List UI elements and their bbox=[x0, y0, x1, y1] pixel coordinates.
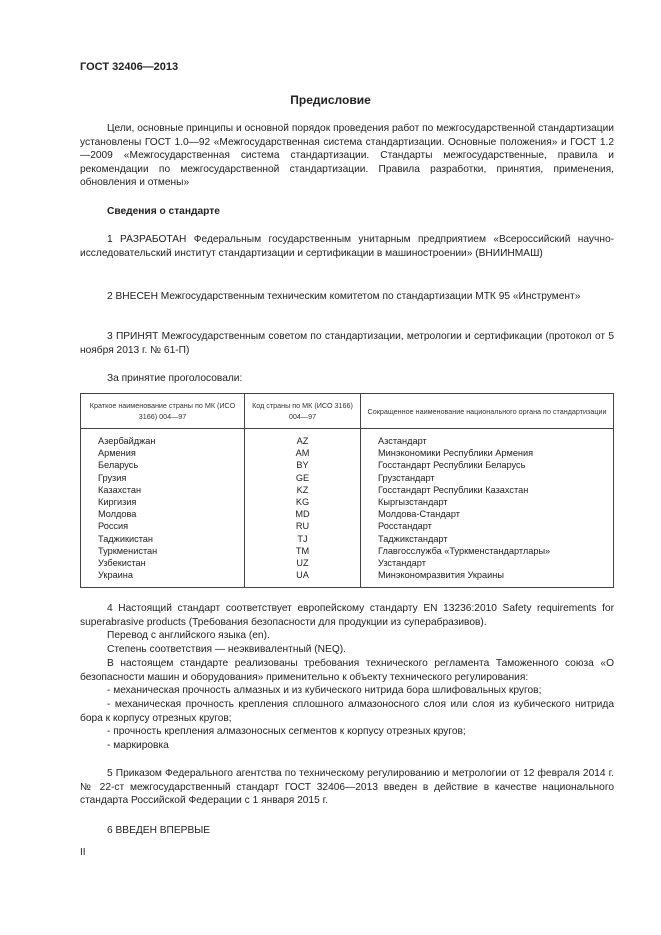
table-header-body: Сокращенное наименование национального органа по стандартизации bbox=[361, 394, 614, 429]
table-row bbox=[81, 435, 614, 447]
item-3-paragraph: 3 ПРИНЯТ Межгосударственным советом по стандартизации, метрологии и сертификации (протокол от 5 ноября 2013 г. № 61-П) bbox=[80, 331, 614, 356]
item-1-paragraph: 1 РАЗРАБОТАН Федеральным государственным унитарным предприятием «Всероссийский научно-исследовательский институт стандартизации и сертификации в машиностроении» (ВНИИНМАШ) bbox=[80, 234, 614, 259]
country-name-cell: Россия bbox=[81, 520, 245, 532]
standards-body-cell: Минэкономики Республики Армения bbox=[361, 447, 614, 459]
page-title: Предисловие bbox=[290, 93, 371, 107]
standards-body-cell: Грузстандарт bbox=[361, 472, 614, 484]
table-row bbox=[81, 484, 614, 496]
standards-body-cell: Главгосслужба «Туркменстандартлары» bbox=[361, 545, 614, 557]
country-name-cell: Армения bbox=[81, 447, 245, 459]
table-row bbox=[81, 557, 614, 569]
country-name-cell: Киргизия bbox=[81, 496, 245, 508]
conformity-line: Степень соответствия — неэквивалентный (NEQ). bbox=[107, 644, 346, 655]
country-code-cell: BY bbox=[245, 459, 361, 471]
standards-body-cell: Госстандарт Республики Беларусь bbox=[361, 459, 614, 471]
country-code-cell: GE bbox=[245, 472, 361, 484]
country-code-cell: UZ bbox=[245, 557, 361, 569]
standards-body-cell: Таджикстандарт bbox=[361, 533, 614, 545]
country-code-cell: TM bbox=[245, 545, 361, 557]
bullet-item: - прочность крепления алмазоносных сегментов к корпусу отрезных кругов; bbox=[107, 726, 466, 737]
intro-paragraph: Цели, основные принципы и основной порядок проведения работ по межгосударственной стандартизации установлены ГОСТ 1.0—92 «Межгосударственная система стандартизации. Основные положения» и ГОСТ 1.2—2009 «Межгосударственная система стандартизации. Стандарты межгосударственные, правила и рекомендации по межгосударственной стандартизации. Правила разработки, принятия, применения, обновления и отмены» bbox=[80, 123, 614, 188]
standards-body-cell: Узстандарт bbox=[361, 557, 614, 569]
standards-body-cell: Азстандарт bbox=[361, 435, 614, 447]
country-code-cell: MD bbox=[245, 508, 361, 520]
table-row bbox=[81, 459, 614, 471]
section-title: Сведения о стандарте bbox=[107, 206, 220, 217]
standards-body-cell: Госстандарт Республики Казахстан bbox=[361, 484, 614, 496]
translation-line: Перевод с английского языка (en). bbox=[107, 630, 270, 641]
country-name-cell: Таджикистан bbox=[81, 533, 245, 545]
item-4-paragraph: 4 Настоящий стандарт соответствует европейскому стандарту EN 13236:2010 Safety requirements for superabrasive products (Требования безопасности для продукции из суперабразивов). bbox=[80, 603, 614, 628]
table-row bbox=[81, 472, 614, 484]
country-name-cell: Казахстан bbox=[81, 484, 245, 496]
standards-body-cell: Минэкономразвития Украины bbox=[361, 569, 614, 588]
country-name-cell: Украина bbox=[81, 569, 245, 588]
table-body bbox=[81, 429, 614, 588]
bullet-item: - маркировка bbox=[107, 740, 169, 751]
table-header-country: Краткое наименование страны по МК (ИСО 3166) 004—97 bbox=[81, 394, 245, 429]
table-row bbox=[81, 569, 614, 588]
table-row bbox=[81, 508, 614, 520]
table-row bbox=[81, 520, 614, 532]
voted-label: За принятие проголосовали: bbox=[107, 373, 243, 384]
document-code-header: ГОСТ 32406—2013 bbox=[80, 61, 179, 73]
country-name-cell: Молдова bbox=[81, 508, 245, 520]
standards-body-cell: Росстандарт bbox=[361, 520, 614, 532]
country-code-cell: AM bbox=[245, 447, 361, 459]
country-code-cell: UA bbox=[245, 569, 361, 588]
standards-body-cell: Молдова-Стандарт bbox=[361, 508, 614, 520]
country-code-cell: TJ bbox=[245, 533, 361, 545]
standards-body-cell: Кыргызстандарт bbox=[361, 496, 614, 508]
table-row bbox=[81, 447, 614, 459]
item-6-line: 6 ВВЕДЕН ВПЕРВЫЕ bbox=[107, 825, 211, 836]
page-number: II bbox=[80, 847, 86, 858]
country-name-cell: Беларусь bbox=[81, 459, 245, 471]
item-2-paragraph: 2 ВНЕСЕН Межгосударственным техническим комитетом по стандартизации МТК 95 «Инструмент» bbox=[107, 291, 581, 302]
country-name-cell: Туркменистан bbox=[81, 545, 245, 557]
country-name-cell: Узбекистан bbox=[81, 557, 245, 569]
country-code-cell: RU bbox=[245, 520, 361, 532]
country-name-cell: Азербайджан bbox=[81, 435, 245, 447]
voting-table bbox=[80, 393, 614, 588]
item-5-paragraph: 5 Приказом Федерального агентства по техническому регулированию и метрологии от 12 февраля 2014 г. № 22-ст межгосударственный стандарт ГОСТ 32406—2013 введен в действие в качестве национального стандарта Российской Федерации с 1 января 2015 г. bbox=[80, 768, 614, 806]
table-row bbox=[81, 533, 614, 545]
regulation-paragraph: В настоящем стандарте реализованы требования технического регламента Таможенного союза «О безопасности машин и оборудования» применительно к объекту технического регулирования: bbox=[80, 658, 614, 683]
country-code-cell: KZ bbox=[245, 484, 361, 496]
table-row bbox=[81, 545, 614, 557]
country-name-cell: Грузия bbox=[81, 472, 245, 484]
bullet-item: - механическая прочность крепления сплошного алмазоносного слоя или слоя из кубического нитрида бора к корпусу отрезных кругов; bbox=[80, 699, 614, 724]
country-code-cell: KG bbox=[245, 496, 361, 508]
bullet-item: - механическая прочность алмазных и из кубического нитрида бора шлифовальных кругов; bbox=[107, 685, 542, 696]
table-header-code: Код страны по МК (ИСО 3166) 004—97 bbox=[245, 394, 361, 429]
table-row bbox=[81, 496, 614, 508]
country-code-cell: AZ bbox=[245, 435, 361, 447]
